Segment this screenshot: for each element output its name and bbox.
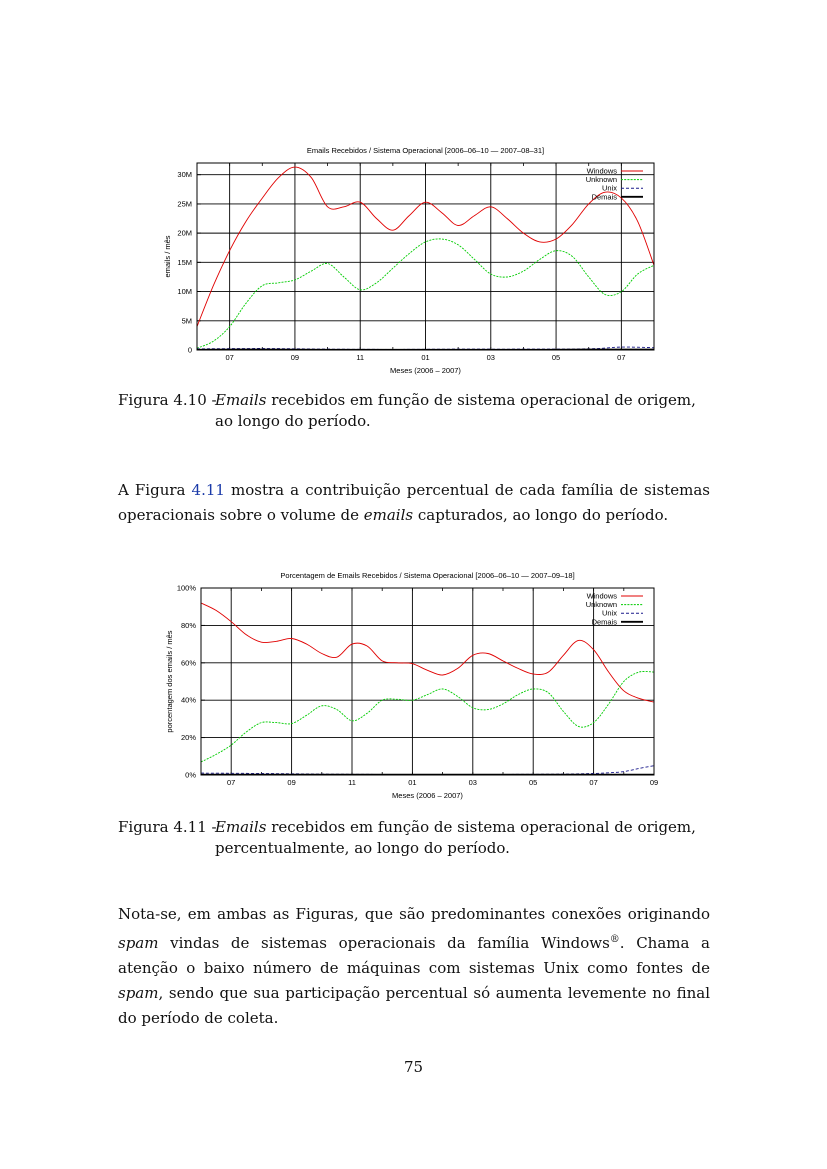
x-tick-label: 07 [617,353,626,362]
paragraph-emph: spam [118,934,159,952]
x-tick-label: 09 [290,353,300,362]
y-tick-label: 40% [180,695,196,705]
x-tick-label: 07 [227,778,236,787]
paragraph-text: vindas de sistemas operacionais da família Windows [158,934,610,952]
caption-emph: Emails [215,818,267,836]
page-number: 75 [403,1058,424,1076]
y-tick-label: 20% [180,733,196,743]
legend-label: Unix [601,183,617,193]
series-line-windows [201,603,654,702]
paragraph-text: . Chama a atenção o baixo número de máquinas com sistemas Unix como fontes de [118,934,711,977]
legend-label: Unknown [585,600,617,610]
legend-label: Windows [586,166,617,176]
x-tick-label: 09 [649,778,659,787]
x-tick-label: 05 [529,778,538,787]
paragraph-text: , sendo que sua participação percentual só aumenta levemente no final do período de coleta. [118,984,710,1027]
caption-label: Figura 4.10 - [118,391,217,409]
y-axis-label: emails / mês [163,235,172,278]
x-axis-label: Meses (2006 – 2007) [390,366,461,375]
y-tick-label: 0 [187,345,192,355]
x-tick-label: 03 [468,778,477,787]
x-tick-label: 01 [408,778,417,787]
chart-emails-percentage [0,566,827,811]
figure-caption-4-10 [118,390,718,432]
caption-text [215,390,718,432]
paragraph-text: A Figura [118,481,192,499]
legend-label: Demais [591,192,617,202]
chart-emails-percentage-svg [0,566,827,811]
y-tick-label: 25M [177,199,192,209]
registered-mark: ® [609,934,620,945]
y-tick-label: 0% [185,770,196,780]
x-tick-label: 07 [225,353,234,362]
paragraph-emph: spam [118,984,159,1002]
x-tick-label: 09 [287,778,296,787]
paragraph-text: mostra a contribuição percentual de cada família de sistemas operacionais sobre o volume de [118,481,710,524]
x-tick-label: 07 [589,778,598,787]
y-tick-label: 10M [177,287,192,297]
caption-text [215,817,718,859]
legend-label: Unknown [585,175,617,185]
chart-emails-received [0,138,827,383]
caption-emph: Emails [215,391,267,409]
series-line-unix [201,766,654,775]
caption-label: Figura 4.11 - [118,818,217,836]
figure-ref-link[interactable]: 4.11 [191,481,225,499]
x-tick-label: 05 [551,353,561,362]
legend-label: Demais [591,617,617,627]
x-tick-label: 03 [486,353,495,362]
chart-emails-received-svg [0,138,827,383]
paragraph-text: capturados, ao longo do período. [413,506,669,524]
series-line-unknown [201,671,654,761]
y-tick-label: 60% [180,658,196,668]
figure-caption-4-11 [118,817,718,859]
paragraph-emph: emails [363,506,414,524]
y-tick-label: 15M [177,257,192,267]
paragraph-2 [118,902,710,1031]
x-tick-label: 11 [356,353,365,362]
caption-body: recebidos em função de sistema operacional de origem, ao longo do período. [215,391,696,430]
y-tick-label: 5M [181,316,192,326]
x-axis-label: Meses (2006 – 2007) [392,791,463,800]
x-tick-label: 01 [421,353,430,362]
caption-body: recebidos em função de sistema operacional de origem, percentualmente, ao longo do período. [215,818,696,857]
x-tick-label: 11 [348,778,356,787]
legend-label: Unix [601,608,617,618]
legend-label: Windows [586,591,617,601]
paragraph-1 [118,478,710,528]
y-tick-label: 100% [176,583,196,593]
y-tick-label: 30M [177,170,192,180]
paragraph-text: Nota-se, em ambas as Figuras, que são predominantes conexões originando [118,905,710,923]
y-axis-label: porcentagem dos emails / mês [165,630,174,733]
y-tick-label: 80% [180,620,196,630]
plot-border [201,588,654,775]
chart-title: Porcentagem de Emails Recebidos / Sistema Operacional [2006–06–10 — 2007–09–18] [280,571,575,580]
y-tick-label: 20M [177,228,192,238]
chart-title: Emails Recebidos / Sistema Operacional [2006–06–10 — 2007–08–31] [306,146,545,155]
